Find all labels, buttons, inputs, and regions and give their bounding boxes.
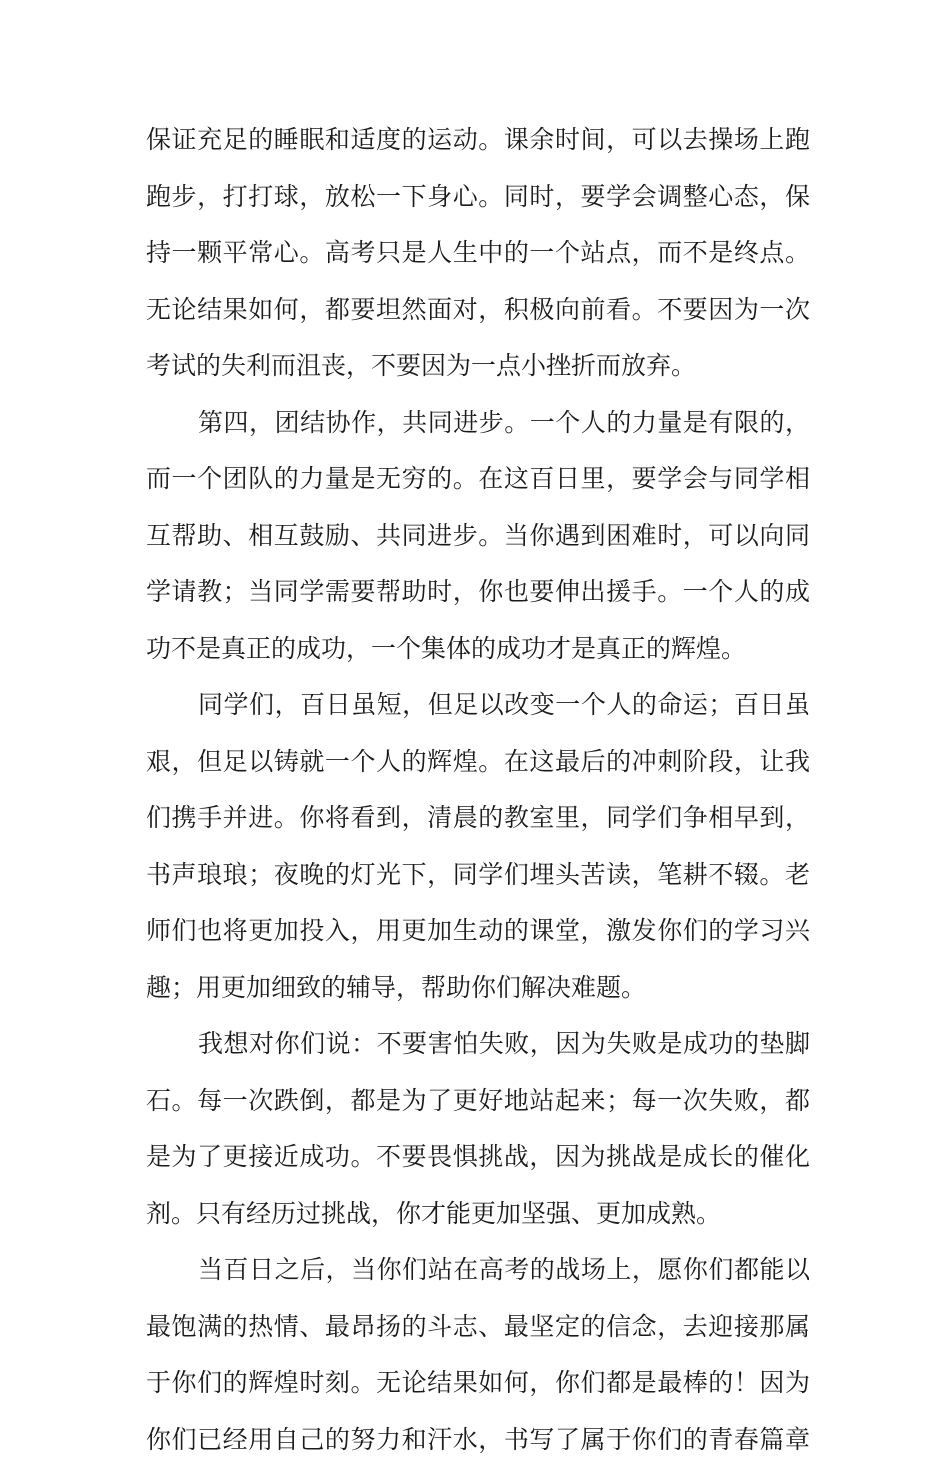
text-line: 趣；用更加细致的辅导，帮助你们解决难题。	[146, 966, 810, 1023]
text-line: 于你们的辉煌时刻。无论结果如何，你们都是最棒的！因为	[146, 1361, 810, 1418]
paragraph-first-line: 同学们，百日虽短，但足以改变一个人的命运；百日虽	[146, 683, 810, 740]
text-line: 们携手并进。你将看到，清晨的教室里，同学们争相早到，	[146, 796, 810, 853]
text-line: 而一个团队的力量是无穷的。在这百日里，要学会与同学相	[146, 457, 810, 514]
text-line: 艰，但足以铸就一个人的辉煌。在这最后的冲刺阶段，让我	[146, 740, 810, 797]
paragraph-first-line: 第四，团结协作，共同进步。一个人的力量是有限的，	[146, 401, 810, 458]
text-line: 是为了更接近成功。不要畏惧挑战，因为挑战是成长的催化	[146, 1135, 810, 1192]
text-line: 剂。只有经历过挑战，你才能更加坚强、更加成熟。	[146, 1192, 810, 1249]
text-line: 书声琅琅；夜晚的灯光下，同学们埋头苦读，笔耕不辍。老	[146, 853, 810, 910]
text-line: 你们已经用自己的努力和汗水，书写了属于你们的青春篇章	[146, 1418, 810, 1474]
text-line: 跑步，打打球，放松一下身心。同时，要学会调整心态，保	[146, 175, 810, 232]
text-line: 保证充足的睡眠和适度的运动。课余时间，可以去操场上跑	[146, 118, 810, 175]
paragraph-first-line: 我想对你们说：不要害怕失败，因为失败是成功的垫脚	[146, 1022, 810, 1079]
text-line: 师们也将更加投入，用更加生动的课堂，激发你们的学习兴	[146, 909, 810, 966]
body-text	[146, 118, 810, 1474]
text-line: 无论结果如何，都要坦然面对，积极向前看。不要因为一次	[146, 288, 810, 345]
text-line: 持一颗平常心。高考只是人生中的一个站点，而不是终点。	[146, 231, 810, 288]
paragraph-first-line: 当百日之后，当你们站在高考的战场上，愿你们都能以	[146, 1248, 810, 1305]
text-line: 互帮助、相互鼓励、共同进步。当你遇到困难时，可以向同	[146, 514, 810, 571]
text-line: 石。每一次跌倒，都是为了更好地站起来；每一次失败，都	[146, 1079, 810, 1136]
text-line: 考试的失利而沮丧，不要因为一点小挫折而放弃。	[146, 344, 810, 401]
text-line: 最饱满的热情、最昂扬的斗志、最坚定的信念，去迎接那属	[146, 1305, 810, 1362]
text-line: 学请教；当同学需要帮助时，你也要伸出援手。一个人的成	[146, 570, 810, 627]
text-line: 功不是真正的成功，一个集体的成功才是真正的辉煌。	[146, 627, 810, 684]
